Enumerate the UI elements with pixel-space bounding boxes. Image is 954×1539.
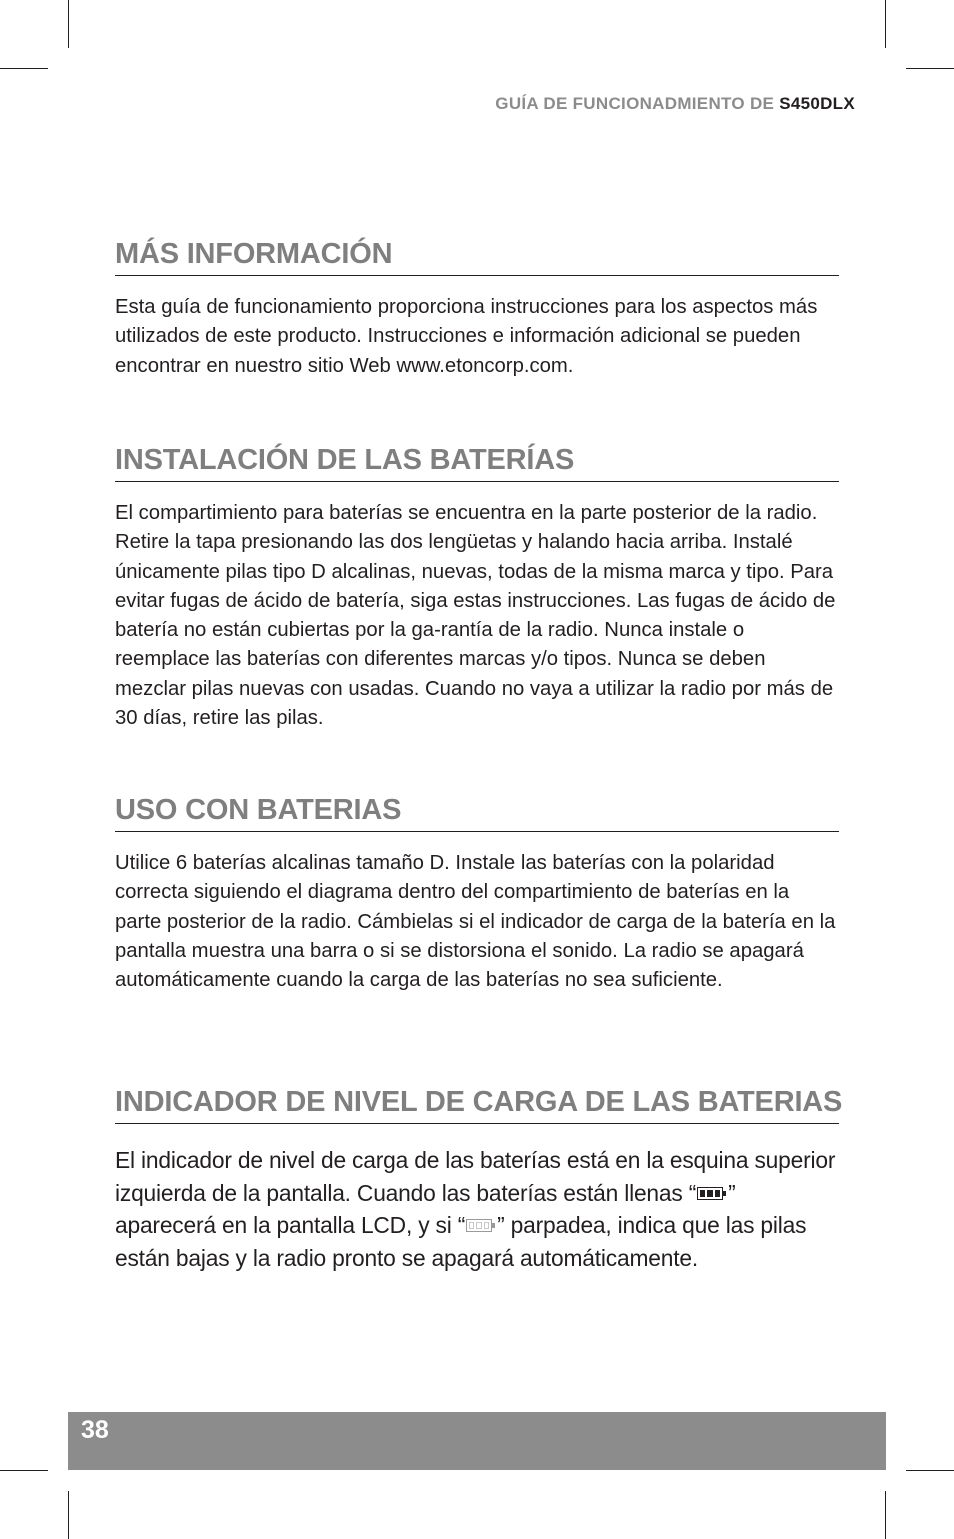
section-title: INDICADOR DE NIVEL DE CARGA DE LAS BATERIAS (115, 1086, 839, 1124)
crop-mark (0, 68, 48, 69)
section-title: INSTALACIÓN DE LAS BATERÍAS (115, 444, 839, 482)
body-text: El indicador de nivel de carga de las baterías está en la esquina superior izquierda de la pantalla. Cuando las baterías están llenas “ (115, 1147, 836, 1206)
crop-mark (68, 1491, 69, 1539)
battery-full-icon (697, 1187, 727, 1202)
battery-low-icon (466, 1219, 496, 1234)
model-name: S450DLX (779, 94, 855, 113)
section-title: USO CON BATERIAS (115, 794, 839, 832)
section-battery-level-indicator (115, 1086, 843, 1274)
running-header (495, 94, 855, 114)
crop-mark (885, 1491, 886, 1539)
section-body: Utilice 6 baterías alcalinas tamaño D. Instale las baterías con la polaridad correcta siguiendo el diagrama dentro del compartimiento de baterías en la parte posterior de la radio. Cámbielas si el indicador de carga de la batería en la pantalla muestra una barra o si se distorsiona el sonido. La radio se apagará automáticamente cuando la carga de las baterías no sea suficiente. (115, 852, 836, 992)
section-body (115, 1144, 839, 1274)
guide-label: GUÍA DE FUNCIONADMIENTO DE (495, 94, 780, 113)
crop-mark (68, 0, 69, 48)
crop-mark (0, 1470, 48, 1471)
body-text: ” parpadea, indica que las pilas están bajas y la radio pronto se apagará automáticamente. (115, 1212, 807, 1271)
section-more-info (115, 238, 839, 381)
crop-mark (906, 68, 954, 69)
section-battery-use (115, 794, 839, 995)
crop-mark (906, 1470, 954, 1471)
section-battery-installation (115, 444, 839, 733)
section-title: MÁS INFORMACIÓN (115, 238, 839, 276)
crop-mark (885, 0, 886, 48)
section-body: Esta guía de funcionamiento proporciona instrucciones para los aspectos más utilizados de este producto. Instrucciones e información adicional se pueden encontrar en nuestro sitio Web www.etoncorp.com. (115, 296, 818, 377)
section-body: El compartimiento para baterías se encuentra en la parte posterior de la radio. Retire la tapa presionando las dos lengüetas y halando hacia arriba. Instalé únicamente pilas tipo D alcalinas, nuevas, todas de la misma marca y tipo. Para evitar fugas de ácido de batería, siga estas instrucciones. Las fugas de ácido de batería no están cubiertas por la ga-rantía de la radio. Nunca instale o reemplace las baterías con diferentes marcas y/o tipos. Nunca se deben mezclar pilas nuevas con usadas. Cuando no vaya a utilizar la radio por más de 30 días, retire las pilas. (115, 502, 836, 730)
footer-bar (68, 1412, 886, 1470)
page-number: 38 (81, 1416, 109, 1444)
body-text: ” aparecerá en la pantalla LCD, y si “ (115, 1179, 736, 1238)
